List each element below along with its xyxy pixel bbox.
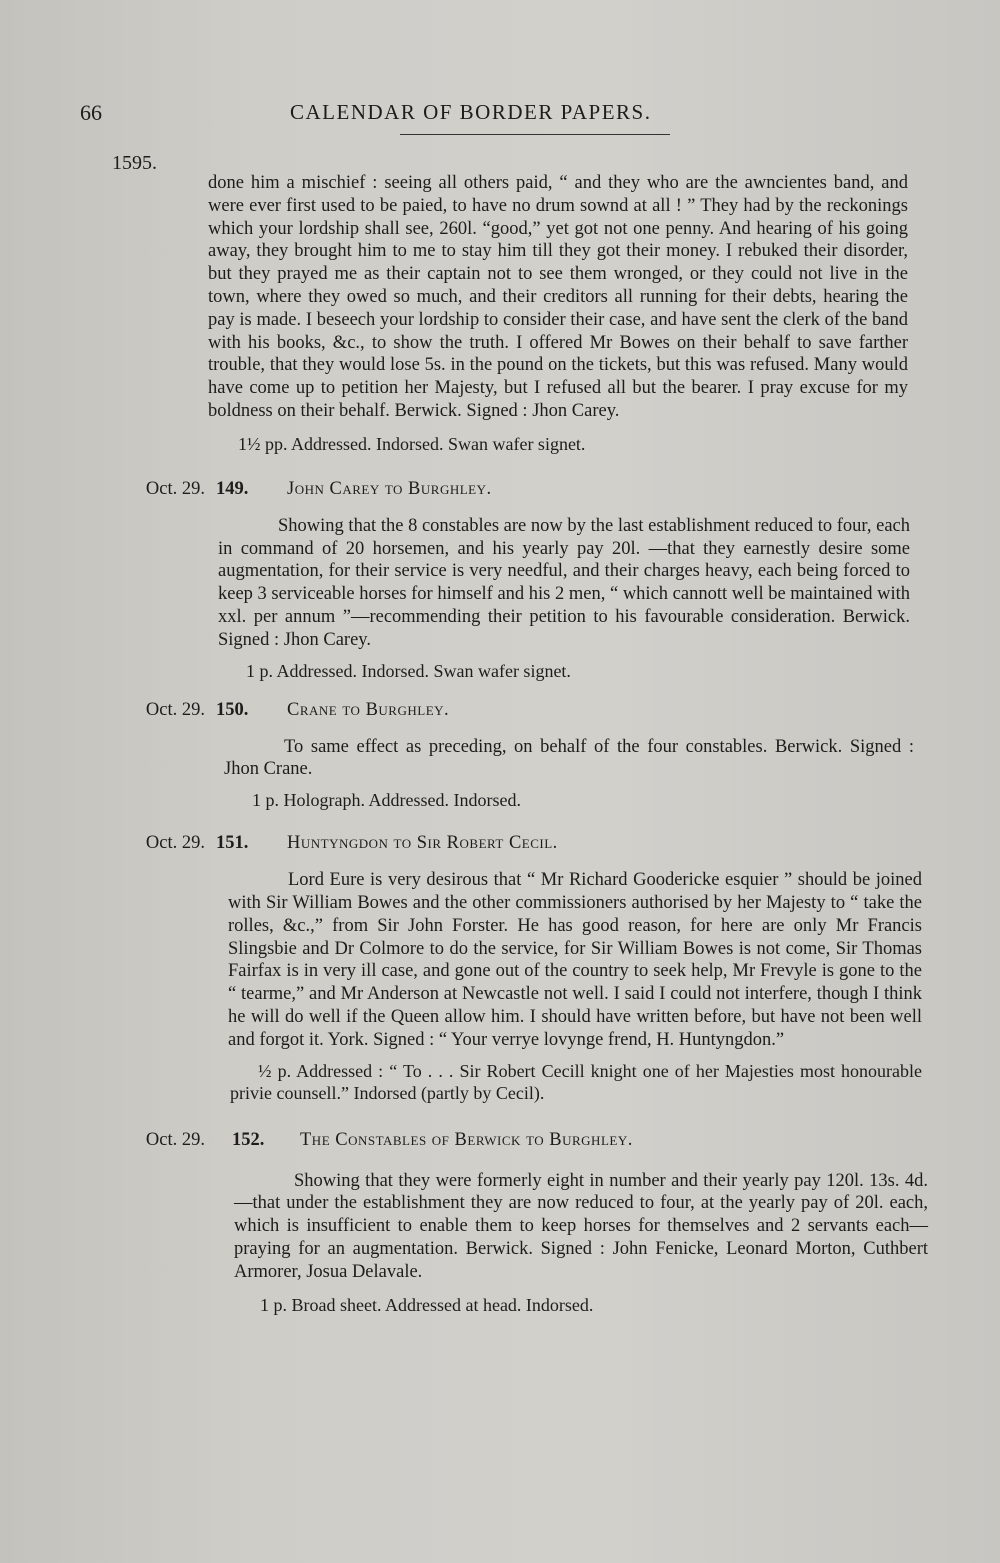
- entry-body: Showing that they were formerly eight in number and their yearly pay 120l. 13s. 4d.—that under the establishment they are now reduced to four, at the yearly pay of 20l. each, which is insufficient to enable them to keep horses for themselves and 2 servants each—praying for an augmentation. Berwick. Signed : John Fenicke, Leonard Morton, Cuthbert Armorer, Josua Delavale.: [234, 1170, 928, 1282]
- entry-body: To same effect as preceding, on behalf of the four constables. Berwick. Signed : Jhon Crane.: [224, 736, 914, 780]
- entry-date: Oct. 29.: [145, 699, 205, 720]
- page-header: [0, 100, 1000, 140]
- entry-number: 149.: [216, 478, 249, 499]
- entry-note: 1 p. Broad sheet. Addressed at head. Indorsed.: [260, 1294, 594, 1315]
- page-number: 66: [80, 100, 102, 125]
- entry-body: Showing that the 8 constables are now by the last establishment reduced to four, each in command of 20 horsemen, and his yearly pay 20l. —that they earnestly desire some augmentation, for their service is very needful, and their charges heavy, each being forced to keep 3 serviceable horses for himself and his 2 men, “ which cannott well be maintained with xxl. per annum ”—recommending their petition to his favourable consideration. Berwick. Signed : Jhon Carey.: [218, 515, 910, 650]
- entry-title: Crane to Burghley.: [287, 699, 450, 720]
- continuation-text: done him a mischief : seeing all others paid, “ and they who are the awncientes band, and were ever first used to be paied, to have no drum sownd at all ! ” They had by the reckonings which your lordship shall see, 260l. “good,” yet got not one penny. And hearing of his going away, they brought him to me to stay him till they got their money. I rebuked their disorder, but they prayed me as their captain not to see them wronged, or they could not live in the town, where they owed so much, and their creditors all running for their debts, hearing the pay is made. I beseech your lordship to consider their case, and have sent the clerk of the band with his books, &c., to show the truth. I offered Mr Bowes on their behalf to save farther trouble, that they would lose 5s. in the pound on the tickets, but this was refused. Many would have come up to petition her Majesty, but I refused all but the bearer. I pray excuse for my boldness on their behalf. Berwick. Signed : Jhon Carey.: [208, 173, 908, 421]
- entry-number: 150.: [216, 699, 249, 720]
- year-marker: 1595.: [112, 152, 157, 174]
- page-content: [0, 172, 1000, 1316]
- running-title: CALENDAR OF BORDER PAPERS.: [290, 100, 652, 124]
- entry-title: John Carey to Burghley.: [287, 478, 492, 499]
- entry-date: Oct. 29.: [145, 478, 205, 499]
- continuation-note: 1½ pp. Addressed. Indorsed. Swan wafer signet.: [238, 433, 586, 454]
- entry-heading: [0, 700, 1000, 726]
- header-rule: [400, 134, 670, 135]
- entry-title: Huntyngdon to Sir Robert Cecil.: [287, 833, 558, 854]
- entry-number: 151.: [216, 833, 249, 854]
- entry-date: Oct. 29.: [145, 1129, 205, 1150]
- entry-heading: [0, 833, 1000, 859]
- entry-note: ½ p. Addressed : “ To . . . Sir Robert Cecill knight one of her Majesties most honourable privie counsell.” Indorsed (partly by Cecil).: [230, 1060, 922, 1103]
- entry-heading: [0, 1130, 1000, 1156]
- entry-heading: [0, 479, 1000, 505]
- entry-title: The Constables of Berwick to Burghley.: [300, 1129, 633, 1150]
- entry-date: Oct. 29.: [145, 833, 205, 854]
- entry-body: Lord Eure is very desirous that “ Mr Richard Goodericke esquier ” should be joined with Sir William Bowes and the other commissioners authorised by her Majesty to “ take the rolles, &c.,” from Sir John Forster. He has good reason, for here are only Mr Francis Slingsbie and Dr Colmore to do the service, for Sir William Bowes is not come, Sir Thomas Fairfax is in very ill case, and gone out of the country to seek help, Mr Frevyle is gone to the “ tearme,” and Mr Anderson at Newcastle not well. I said I could not interfere, though I think he will do well if the Queen allow him. I should have written before, but have not been well and forgot it. York. Signed : “ Your verrye lovynge frend, H. Huntyngdon.”: [228, 870, 922, 1050]
- entry-number: 152.: [232, 1129, 265, 1150]
- entry-note: 1 p. Holograph. Addressed. Indorsed.: [252, 790, 521, 811]
- entry-note: 1 p. Addressed. Indorsed. Swan wafer signet.: [246, 660, 571, 681]
